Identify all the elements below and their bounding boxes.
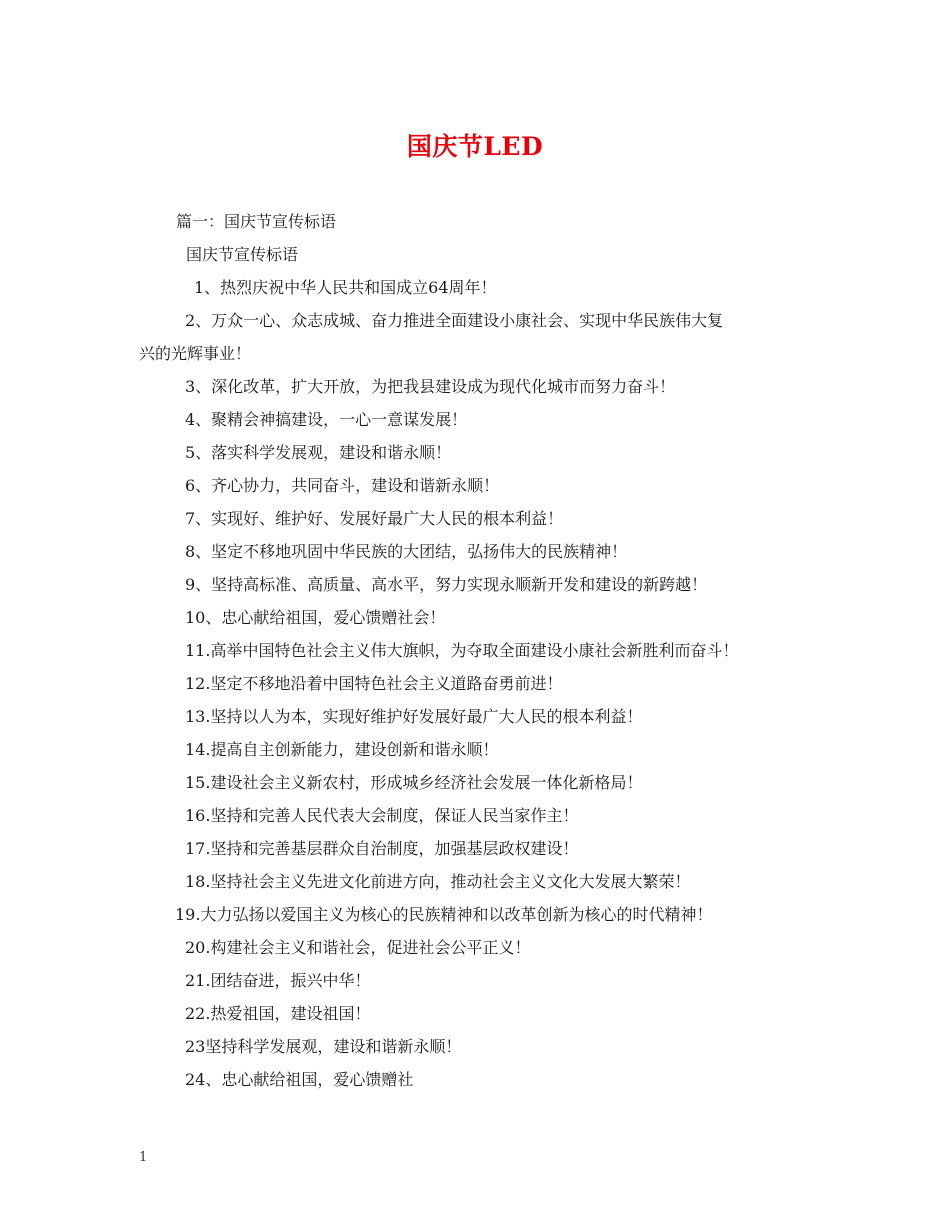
- slogan-line: 3、深化改革，扩大开放，为把我县建设成为现代化城市而努力奋斗！: [185, 377, 676, 396]
- slogan-line: 5、落实科学发展观，建设和谐永顺！: [185, 443, 452, 462]
- slogan-line-continuation: 兴的光辉事业！: [139, 344, 252, 363]
- slogan-line: 10、忠心献给祖国，爱心馈赠社会！: [185, 608, 446, 627]
- slogan-line: 17.坚持和完善基层群众自治制度，加强基层政权建设！: [185, 839, 579, 858]
- slogan-line: 13.坚持以人为本，实现好维护好发展好最广大人民的根本利益！: [185, 707, 643, 726]
- slogan-line: 14.提高自主创新能力，建设创新和谐永顺！: [185, 740, 499, 759]
- slogan-line: 1、热烈庆祝中华人民共和国成立64周年！: [194, 278, 497, 297]
- slogan-line: 21.团结奋进，振兴中华！: [185, 971, 371, 990]
- slogan-line: 6、齐心协力，共同奋斗，建设和谐新永顺！: [185, 476, 500, 495]
- slogan-line: 15.建设社会主义新农村，形成城乡经济社会发展一体化新格局！: [185, 773, 643, 792]
- subheading: 国庆节宣传标语: [186, 245, 299, 264]
- slogan-line: 2、万众一心、众志成城、奋力推进全面建设小康社会、实现中华民族伟大复: [185, 311, 724, 330]
- slogan-line: 24、忠心献给祖国，爱心馈赠社: [185, 1070, 414, 1089]
- slogan-line: 9、坚持高标准、高质量、高水平，努力实现永顺新开发和建设的新跨越！: [185, 575, 708, 594]
- section-heading: 篇一：国庆节宣传标语: [176, 212, 337, 231]
- slogan-line: 19.大力弘扬以爱国主义为核心的民族精神和以改革创新为核心的时代精神！: [175, 905, 713, 924]
- slogan-line: 11.高举中国特色社会主义伟大旗帜，为夺取全面建设小康社会新胜利而奋斗！: [185, 641, 739, 660]
- slogan-line: 20.构建社会主义和谐社会，促进社会公平正义！: [185, 938, 531, 957]
- slogan-line: 8、坚定不移地巩固中华民族的大团结，弘扬伟大的民族精神！: [185, 542, 628, 561]
- document-body: [139, 205, 829, 1096]
- slogan-line: 16.坚持和完善人民代表大会制度，保证人民当家作主！: [185, 806, 579, 825]
- slogan-line: 22.热爱祖国，建设祖国！: [185, 1004, 371, 1023]
- slogan-line: 18.坚持社会主义先进文化前进方向，推动社会主义文化大发展大繁荣！: [185, 872, 691, 891]
- document-title: 国庆节LED: [406, 132, 544, 161]
- slogan-line: 4、聚精会神搞建设，一心一意谋发展！: [185, 410, 468, 429]
- slogan-line: 7、实现好、维护好、发展好最广大人民的根本利益！: [185, 509, 564, 528]
- page-number: 1: [139, 1150, 148, 1165]
- slogan-line: 12.坚定不移地沿着中国特色社会主义道路奋勇前进！: [185, 674, 563, 693]
- slogan-line: 23坚持科学发展观，建设和谐新永顺！: [185, 1037, 462, 1056]
